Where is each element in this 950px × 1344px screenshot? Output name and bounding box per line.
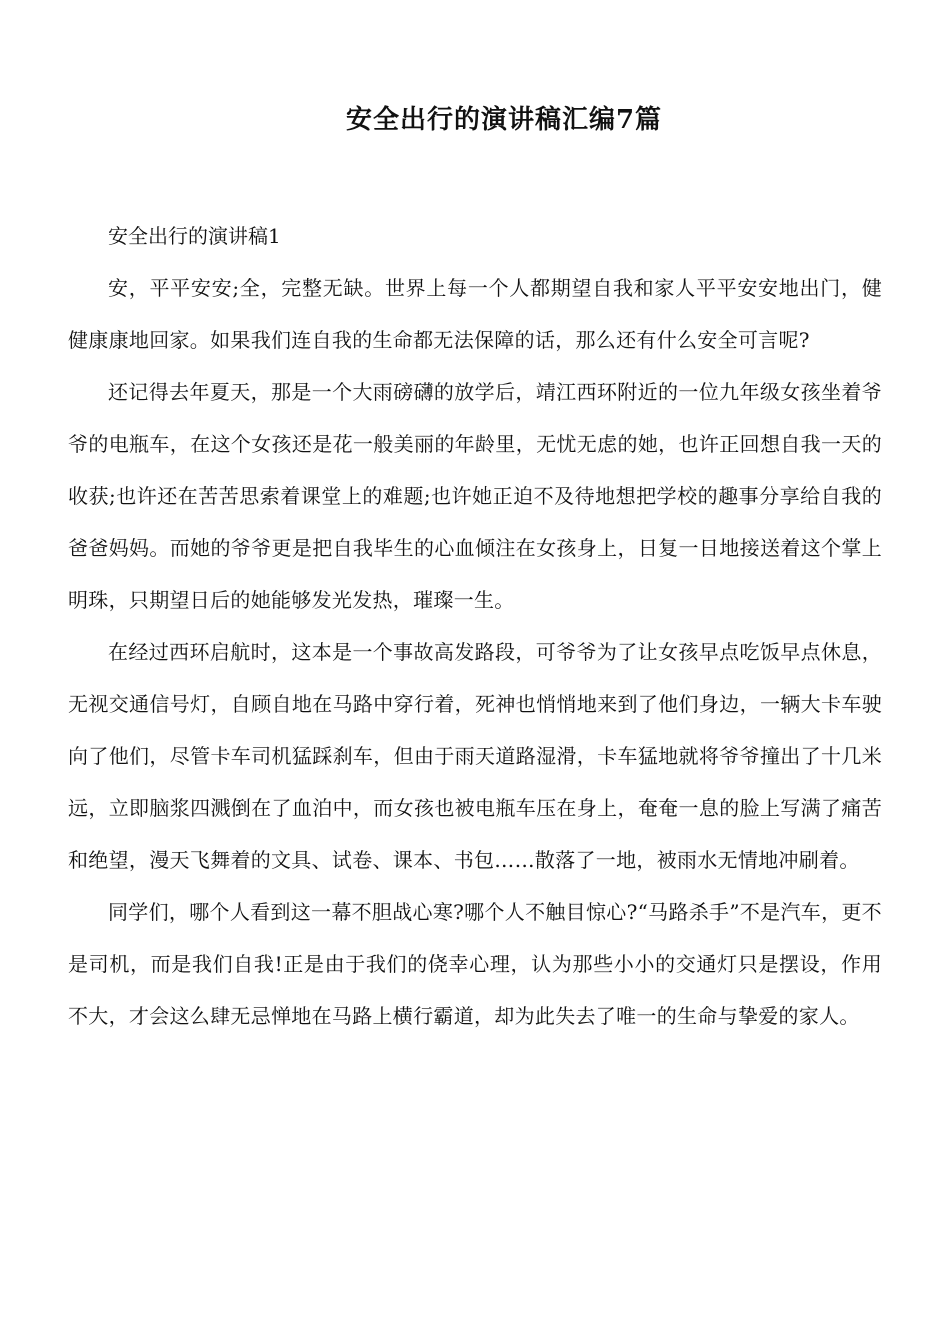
paragraph: 在经过西环启航时，这本是一个事故高发路段，可爷爷为了让女孩早点吃饭早点休息，无视交通信号灯，自顾自地在马路中穿行着，死神也悄悄地来到了他们身边，一辆大卡车驶向了他们，尽管卡车司机猛踩刹车，但由于雨天道路湿滑，卡车猛地就将爷爷撞出了十几米远，立即脑浆四溅倒在了血泊中，而女孩也被电瓶车压在身上，奄奄一息的脸上写满了痛苦和绝望，漫天飞舞着的文具、试卷、课本、书包……散落了一地，被雨水无情地冲刷着。: [68, 640, 882, 872]
paragraph: 还记得去年夏天，那是一个大雨磅礴的放学后，靖江西环附近的一位九年级女孩坐着爷爷的电瓶车，在这个女孩还是花一般美丽的年龄里，无忧无虑的她，也许正回想自我一天的收获;也许还在苦苦思索着课堂上的难题;也许她正迫不及待地想把学校的趣事分享给自我的爸爸妈妈。而她的爷爷更是把自我毕生的心血倾注在女孩身上，日复一日地接送着这个掌上明珠，只期望日后的她能够发光发热，璀璨一生。: [68, 380, 882, 612]
section-heading: 安全出行的演讲稿1: [108, 224, 281, 248]
document-body: [68, 210, 882, 1042]
paragraph: 安，平平安安;全，完整无缺。世界上每一个人都期望自我和家人平平安安地出门，健健康康地回家。如果我们连自我的生命都无法保障的话，那么还有什么安全可言呢?: [68, 276, 882, 352]
paragraph: 同学们，哪个人看到这一幕不胆战心寒?哪个人不触目惊心?“马路杀手”不是汽车，更不是司机，而是我们自我!正是由于我们的侥幸心理，认为那些小小的交通灯只是摆设，作用不大，才会这么肆无忌惮地在马路上横行霸道，却为此失去了唯一的生命与挚爱的家人。: [68, 900, 882, 1028]
document-title: 安全出行的演讲稿汇编7篇: [345, 105, 663, 135]
